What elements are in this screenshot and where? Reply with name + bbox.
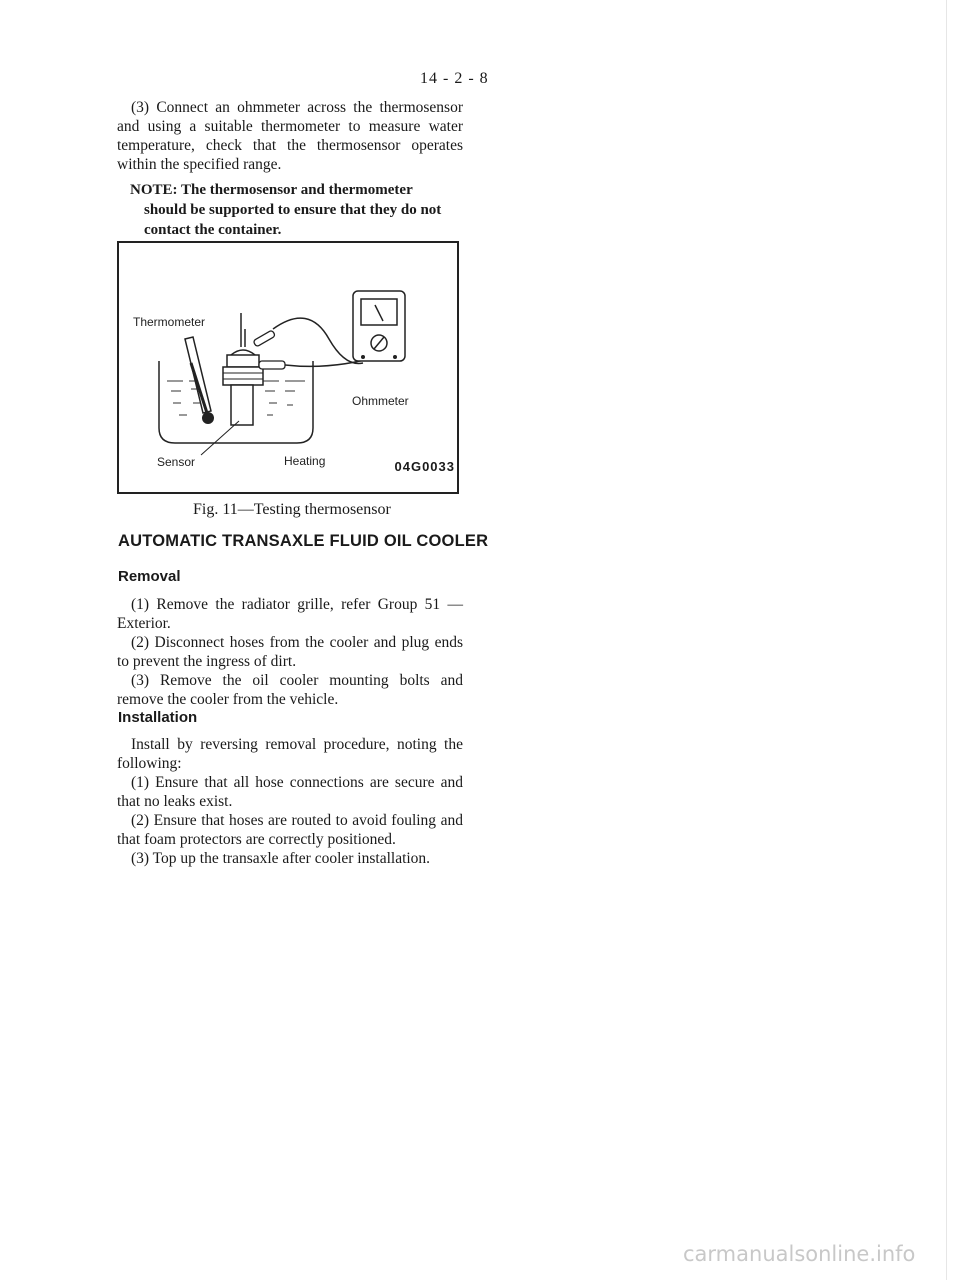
figure-thermosensor-test	[117, 241, 459, 494]
thermometer-icon	[185, 337, 211, 413]
installation-step-1: (1) Ensure that all hose connections are secure and that no leaks exist.	[117, 774, 463, 810]
page-edge-rule	[946, 0, 947, 1280]
sensor-nut	[227, 355, 259, 367]
figure-code: 04G0033	[394, 459, 455, 474]
label-heating: Heating	[284, 454, 326, 468]
note-line-3: contact the container.	[144, 222, 282, 238]
installation-intro: Install by reversing removal procedure, noting the following:	[117, 736, 463, 772]
note-block	[130, 180, 460, 240]
note-line-1: NOTE: The thermosensor and thermometer	[130, 182, 413, 198]
sensor-probe	[231, 385, 253, 425]
intro-block	[117, 98, 463, 174]
removal-steps	[117, 595, 463, 709]
removal-step-3: (3) Remove the oil cooler mounting bolts and remove the cooler from the vehicle.	[117, 672, 463, 708]
lead-wire-1	[273, 318, 363, 363]
installation-heading: Installation	[118, 709, 198, 726]
page-number: 14 - 2 - 8	[420, 70, 489, 87]
note-line-2: should be supported to ensure that they do not	[144, 202, 442, 218]
installation-steps	[117, 735, 463, 868]
section-title: AUTOMATIC TRANSAXLE FLUID OIL COOLER	[118, 532, 489, 550]
label-thermometer: Thermometer	[133, 315, 206, 329]
installation-step-3: (3) Top up the transaxle after cooler installation.	[131, 850, 431, 867]
removal-heading: Removal	[118, 568, 181, 585]
label-sensor: Sensor	[157, 455, 196, 469]
removal-step-1: (1) Remove the radiator grille, refer Group 51 — Exterior.	[117, 596, 463, 632]
figure-caption: Fig. 11—Testing thermosensor	[193, 501, 391, 518]
removal-step-2: (2) Disconnect hoses from the cooler and plug ends to prevent the ingress of dirt.	[117, 634, 463, 670]
watermark-logo: carmanualsonline.info	[683, 1242, 916, 1266]
intro-paragraph: (3) Connect an ohmmeter across the thermosensor and using a suitable thermometer to measure water temperature, check that the thermosensor operates within the specified range.	[117, 99, 463, 173]
installation-step-2: (2) Ensure that hoses are routed to avoid fouling and that foam protectors are correctly positioned.	[117, 812, 463, 848]
label-ohmmeter: Ohmmeter	[352, 394, 409, 408]
